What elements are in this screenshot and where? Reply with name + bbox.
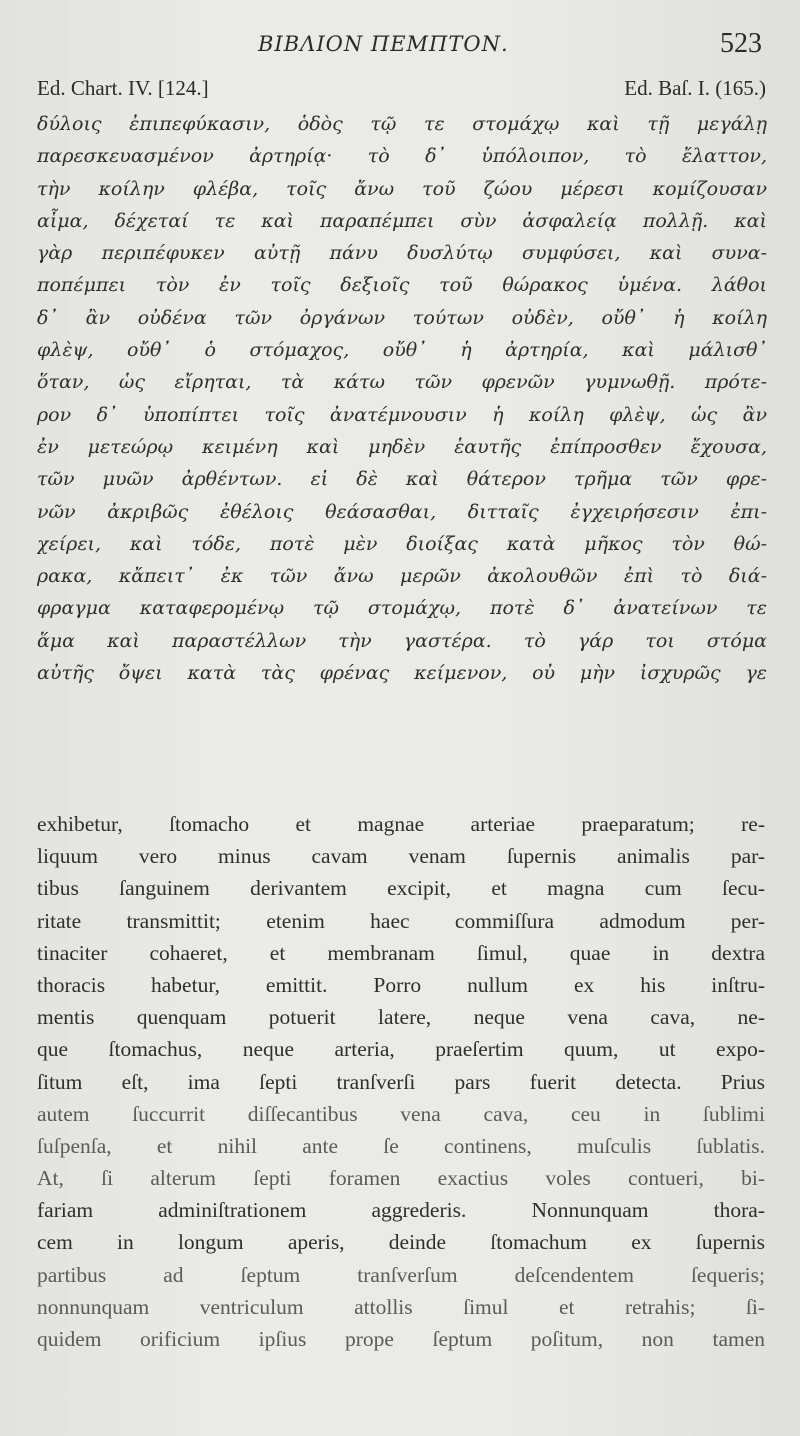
latin-line: tibus ſanguinem derivantem excipit, et magna cum ſecu-	[37, 876, 765, 901]
greek-line: δύλοις ἐπιπεφύκασιν, ὁδὸς τῷ τε στομάχῳ καὶ τῇ μεγάλῃ	[37, 113, 767, 135]
latin-line: autem ſuccurrit diſſecantibus vena cava, ceu in ſublimi	[37, 1101, 765, 1126]
greek-line: τῶν μυῶν ἀρθέντων. εἰ δὲ καὶ θάτερον τρῆμα τῶν φρε-	[37, 468, 767, 491]
latin-line: nonnunquam ventriculum attollis ſimul et retrahis; ſi-	[37, 1294, 765, 1319]
latin-line: quidem orificium ipſius prope ſeptum poſitum, non tamen	[37, 1327, 765, 1351]
greek-line: ἅμα καὶ παραστέλλων τὴν γαστέρα. τὸ γάρ τοι στόμα	[37, 629, 767, 652]
greek-line: φλὲψ, οὔθ᾽ ὁ στόμαχος, οὔθ᾽ ἡ ἀρτηρία, καὶ μάλισθ᾽	[37, 339, 767, 362]
latin-line: cem in longum aperis, deinde ſtomachum ex ſupernis	[37, 1230, 765, 1255]
greek-line: ἐν μετεώρῳ κειμένη καὶ μηδὲν ἑαυτῆς ἐπίπροσθεν ἔχουσα,	[37, 435, 767, 458]
greek-text-block	[37, 108, 767, 689]
greek-line: δ᾽ ἂν οὐδένα τῶν ὀργάνων τούτων οὐδὲν, οὔθ᾽ ἡ κοίλη	[37, 306, 767, 329]
greek-line: παρεσκευασμένον ἀρτηρίᾳ· τὸ δ᾽ ὑπόλοιπον, τὸ ἔλαττον,	[37, 145, 767, 168]
latin-line: que ſtomachus, neque arteria, praeſertim quum, ut expo-	[37, 1037, 765, 1062]
edition-references	[0, 76, 800, 106]
latin-line: tinaciter cohaeret, et membranam ſimul, quae in dextra	[37, 940, 765, 965]
latin-line: ritate transmittit; etenim haec commiſſura admodum per-	[37, 908, 765, 933]
latin-line: liquum vero minus cavam venam ſupernis animalis par-	[37, 844, 765, 869]
latin-line: ſitum eſt, ima ſepti tranſverſi pars fuerit detecta. Prius	[37, 1069, 765, 1094]
page-number: 523	[720, 28, 762, 59]
greek-line: τὴν κοίλην φλέβα, τοῖς ἄνω τοῦ ζώου μέρεσι κομίζουσαν	[37, 177, 767, 200]
edition-chartier: Ed. Chart. IV. [124.]	[37, 76, 209, 100]
greek-line: φραγμα καταφερομένῳ τῷ στομάχῳ, ποτὲ δ᾽ ἀνατείνων τε	[37, 597, 767, 620]
greek-line: ρον δ᾽ ὑποπίπτει τοῖς ἀνατέμνουσιν ἡ κοίλη φλὲψ, ὡς ἂν	[37, 403, 767, 426]
latin-line: partibus ad ſeptum tranſverſum deſcendentem ſequeris;	[37, 1262, 765, 1287]
running-head	[0, 28, 800, 68]
latin-line: mentis quenquam potuerit latere, neque vena cava, ne-	[37, 1005, 765, 1030]
latin-line: At, ſi alterum ſepti foramen exactius voles contueri, bi-	[37, 1166, 765, 1191]
latin-line: exhibetur, ſtomacho et magnae arteriae praeparatum; re-	[37, 812, 765, 836]
running-title: ΒΙΒΛΙΟΝ ΠΕΜΠΤΟΝ.	[258, 32, 509, 56]
greek-line: ρακα, κἄπειτ᾽ ἐκ τῶν ἄνω μερῶν ἀκολουθῶν ἐπὶ τὸ διά-	[37, 565, 767, 588]
latin-line: ſuſpenſa, et nihil ante ſe continens, muſculis ſublatis.	[37, 1133, 765, 1158]
edition-basel: Ed. Baſ. I. (165.)	[624, 76, 766, 100]
greek-line: αἷμα, δέχεταί τε καὶ παραπέμπει σὺν ἀσφαλείᾳ πολλῇ. καὶ	[37, 209, 767, 232]
greek-line: χείρει, καὶ τόδε, ποτὲ μὲν διοίξας κατὰ μῆκος τὸν θώ-	[37, 532, 767, 555]
greek-line: αὐτῆς ὄψει κατὰ τὰς φρένας κείμενον, οὐ μὴν ἰσχυρῶς γε	[37, 662, 767, 685]
greek-line: ποπέμπει τὸν ἐν τοῖς δεξιοῖς τοῦ θώρακος ὑμένα. λάθοι	[37, 274, 767, 297]
greek-line: γὰρ περιπέφυκεν αὐτῇ πάνυ δυσλύτῳ συμφύσει, καὶ συνα-	[37, 242, 767, 265]
latin-text-block	[37, 808, 765, 1355]
greek-line: νῶν ἀκριβῶς ἐθέλοις θεάσασθαι, διτταῖς ἐγχειρήσεσιν ἐπι-	[37, 500, 767, 523]
latin-line: fariam adminiſtrationem aggrederis. Nonnunquam thora-	[37, 1198, 765, 1223]
greek-line: ὅταν, ὡς εἴρηται, τὰ κάτω τῶν φρενῶν γυμνωθῇ. πρότε-	[37, 371, 767, 394]
latin-line: thoracis habetur, emittit. Porro nullum ex his inſtru-	[37, 972, 765, 997]
